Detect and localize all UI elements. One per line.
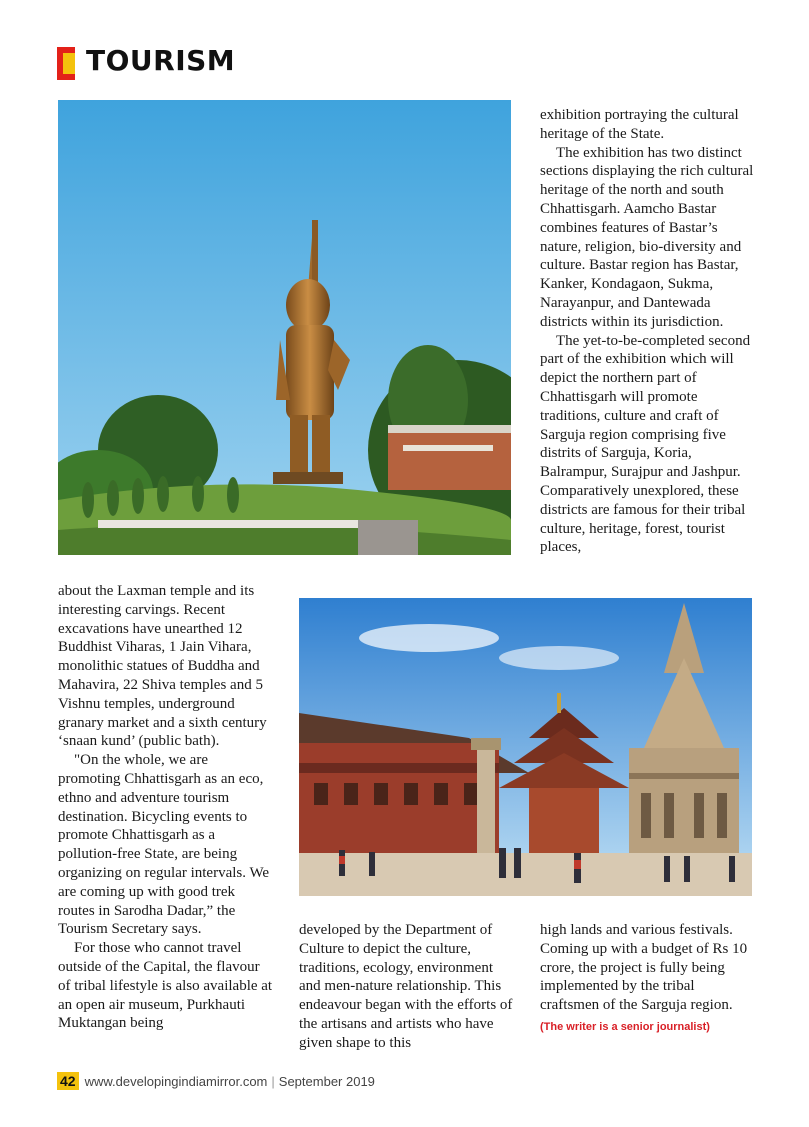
paragraph: The yet-to-be-completed second part of the exhibition which will depict the northern part of Chhattisgarh will promote traditions, culture and craft of Sarguja region comprising five distrits of Sarguja, Koria, Balrampur, Surajpur and Jashpur. Comparatively unexplored, these districts are famous for their tribal culture, heritage, forest, tourist places,: [540, 332, 751, 556]
page-footer: [57, 1070, 375, 1092]
bottom-right-column: [540, 921, 755, 1037]
section-marker-icon: [57, 47, 75, 80]
author-credit: (The writer is a senior journalist): [540, 1020, 710, 1033]
section-title: TOURISM: [86, 44, 236, 77]
page-number: 42: [57, 1072, 79, 1090]
top-right-column: [540, 106, 755, 557]
paragraph: The exhibition has two distinct sections displaying the rich cultural heritage of the north and south Chhattisgarh. Aamcho Bastar combines features of Bastar’s nature, religion, bio-diversity and culture. Bastar region has Bastar, Kanker, Kondagaon, Sukma, Narayanpur, and Dantewada districts within its jurisdiction.: [540, 144, 754, 330]
left-column: [58, 582, 274, 1033]
paragraph: "On the whole, we are promoting Chhattisgarh as an eco, ethno and adventure tourism destination. Bicycling events to promote Chhattisgarh as a pollution-free State, are being organizing on regular intervals. We are coming up with good trek routes in Sarodha Dadar,” the Tourism Secretary says.: [58, 752, 270, 938]
shiva-statue-photo: [58, 100, 511, 555]
issue-date: September 2019: [278, 1073, 375, 1089]
middle-column: [299, 921, 514, 1053]
paragraph: high lands and various festivals. Coming up with a budget of Rs 10 crore, the project is fully being implemented by the tribal craftsmen of the Sarguja region.: [540, 922, 748, 1014]
temple-square-photo: [299, 598, 752, 896]
footer-divider: |: [271, 1073, 275, 1089]
paragraph: developed by the Department of Culture to depict the culture, traditions, ecology, environment and men-nature relationship. This endeavour began with the efforts of the artisans and artists who have given shape to this: [299, 922, 513, 1051]
website-link[interactable]: www.developingindiamirror.com: [84, 1073, 268, 1089]
paragraph: about the Laxman temple and its interesting carvings. Recent excavations have unearthed 12 Buddhist Viharas, 1 Jain Vihara, monolithic statues of Buddha and Mahavira, 22 Shiva temples and 5 Vishnu temples, underground granary market and a sixth century ‘snaan kund’ (public bath).: [58, 583, 267, 750]
paragraph: For those who cannot travel outside of the Capital, the flavour of tribal lifestyle is also available at an open air museum, Purkhauti Muktangan being: [58, 940, 273, 1032]
paragraph: exhibition portraying the cultural heritage of the State.: [540, 107, 739, 142]
